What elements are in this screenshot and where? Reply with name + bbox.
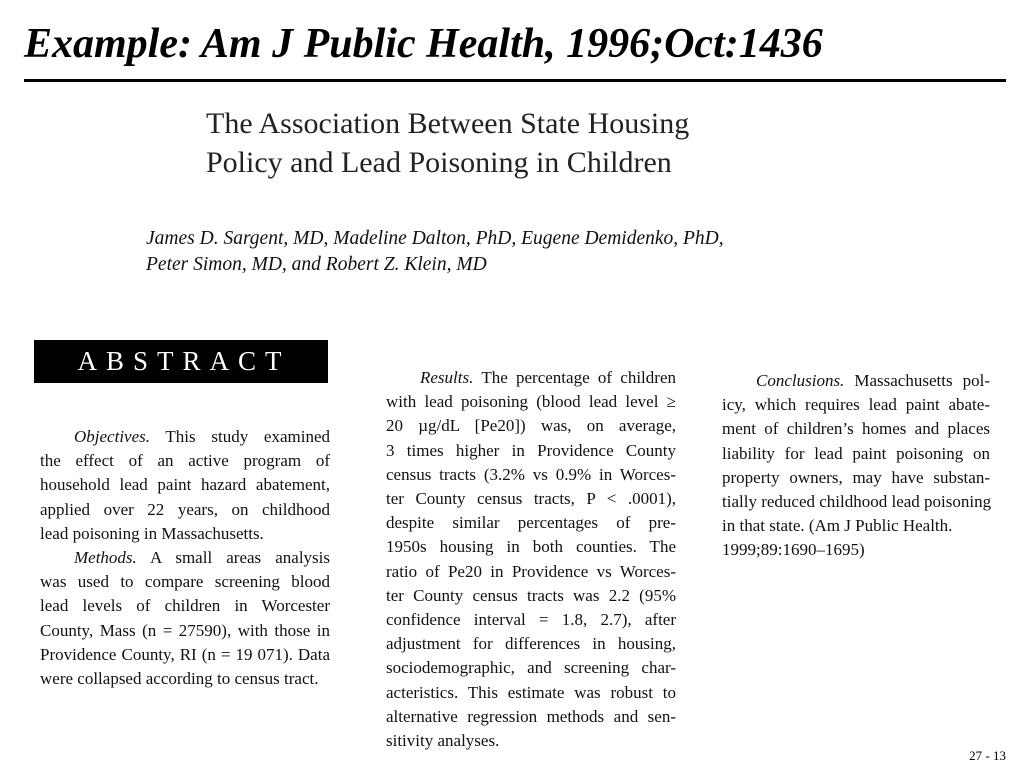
abstract-line: property owners, may have substan-: [722, 467, 990, 487]
abstract-line: sitivity analyses.: [386, 731, 500, 751]
article-title-line: Policy and Lead Poisoning in Children: [206, 146, 672, 179]
article-title-line: The Association Between State Housing: [206, 107, 690, 140]
abstract-line: adjustment for differences in housing,: [386, 634, 676, 654]
section-lead-results: Results.: [420, 368, 474, 387]
abstract-column-results: [386, 366, 676, 753]
title-divider: [24, 79, 1006, 82]
page-number: 27 - 13: [969, 748, 1006, 763]
abstract-line: confidence interval = 1.8, 2.7), after: [386, 610, 676, 630]
abstract-line: with lead poisoning (blood lead level ≥: [386, 392, 676, 412]
abstract-line: 1999;89:1690–1695): [722, 540, 865, 560]
abstract-column-conclusions: [722, 369, 990, 563]
abstract-line: ment of children’s homes and places: [722, 419, 990, 439]
abstract-text: A small areas analysis: [149, 548, 330, 568]
abstract-line: [40, 425, 330, 449]
abstract-line: lead poisoning in Massachusetts.: [40, 523, 264, 543]
article-authors: [146, 226, 906, 278]
abstract-line: applied over 22 years, on childhood: [40, 499, 330, 519]
abstract-line: ratio of Pe20 in Providence vs Worces-: [386, 561, 676, 581]
abstract-line: ter County census tracts, P < .0001),: [386, 489, 676, 509]
abstract-text: This study examined: [165, 427, 330, 446]
abstract-line: 3 times higher in Providence County: [386, 440, 676, 460]
abstract-text: Massachusetts pol-: [854, 371, 990, 390]
abstract-line: liability for lead paint poisoning on: [722, 443, 990, 463]
abstract-column-objectives-methods: [40, 425, 330, 691]
abstract-line: acteristics. This estimate was robust to: [386, 682, 676, 702]
slide-title: Example: Am J Public Health, 1996;Oct:1436: [24, 21, 823, 67]
abstract-line: County, Mass (n = 27590), with those in: [40, 620, 330, 640]
abstract-line: was used to compare screening blood: [40, 572, 330, 592]
abstract-line: in that state. (Am J Public Health.: [722, 516, 953, 536]
abstract-line: 20 µg/dL [Pe20]) was, on average,: [386, 416, 676, 436]
abstract-line: Providence County, RI (n = 19 071). Data: [40, 644, 330, 664]
section-lead-objectives: Objectives.: [74, 427, 150, 446]
abstract-line: [386, 366, 676, 390]
section-lead-methods: Methods.: [74, 548, 137, 568]
abstract-line: [722, 369, 990, 393]
abstract-line: sociodemographic, and screening char-: [386, 658, 676, 678]
abstract-text: The percentage of children: [481, 368, 676, 387]
abstract-line: census tracts (3.2% vs 0.9% in Worces-: [386, 464, 676, 484]
abstract-line: despite similar percentages of pre-: [386, 513, 676, 533]
abstract-line: icy, which requires lead paint abate-: [722, 395, 990, 415]
abstract-line: ter County census tracts was 2.2 (95%: [386, 585, 676, 605]
abstract-line: household lead paint hazard abatement,: [40, 475, 330, 495]
authors-line: James D. Sargent, MD, Madeline Dalton, PhD, Eugene Demidenko, PhD,: [146, 228, 724, 249]
section-lead-conclusions: Conclusions.: [756, 371, 845, 390]
abstract-line: [40, 546, 330, 570]
abstract-line: alternative regression methods and sen-: [386, 706, 676, 726]
abstract-line: lead levels of children in Worcester: [40, 596, 330, 616]
abstract-heading: ABSTRACT: [34, 340, 328, 383]
abstract-line: were collapsed according to census tract.: [40, 669, 319, 689]
authors-line: Peter Simon, MD, and Robert Z. Klein, MD: [146, 254, 487, 275]
abstract-line: the effect of an active program of: [40, 451, 330, 471]
abstract-line: tially reduced childhood lead poisoning: [722, 492, 992, 512]
article-title: [206, 104, 906, 182]
abstract-line: 1950s housing in both counties. The: [386, 537, 676, 557]
